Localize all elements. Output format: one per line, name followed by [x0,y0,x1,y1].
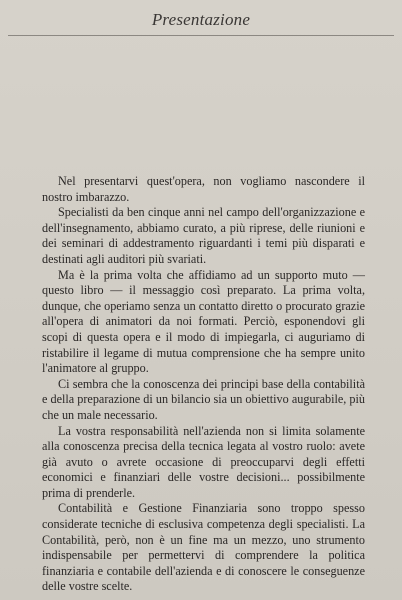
page-title: Presentazione [151,10,251,29]
text-body [42,174,365,595]
paragraph: Ci sembra che la conoscenza dei principi base della contabilità e della preparazione di un bilancio sia un obiettivo augurabile, più che un male necessario. [42,376,365,422]
paragraph: Specialisti da ben cinque anni nel campo dell'organizzazione e dell'insegnamento, abbiamo curato, a più riprese, delle riunioni e dei seminari di addestramento riguardanti i temi più disparati e destinati agli auditori più svariati. [42,205,365,266]
paragraph: Contabilità e Gestione Finanziaria sono troppo spesso considerate tecniche di esclusiva competenza degli specialisti. La Contabilità, però, non è un fine ma un mezzo, uno strumento indispensabile per permettervi di comprendere la politica finanziaria e contabile dell'azienda e di conoscere le conseguenze delle vostre scelte. [42,501,365,594]
paragraph: La vostra responsabilità nell'azienda non si limita solamente alla conoscenza precisa della tecnica legata al vostro ruolo: avete già avuto o avrete occasione di preoccuparvi degli effetti economici e finanziari delle vostre decisioni... possibilmente prima di prenderle. [42,423,365,500]
paragraph: Nel presentarvi quest'opera, non vogliamo nascondere il nostro imbarazzo. [42,174,365,204]
header-rule [8,35,394,36]
paragraph: Ma è la prima volta che affidiamo ad un supporto muto — questo libro — il messaggio così preparato. La prima volta, dunque, che operiamo senza un contatto diretto o procurato grazie all'opera di animatori da noi formati. Perciò, esponendovi gli scopi di questa opera e il modo di impiegarla, ci auguriamo di ristabilire il legame di mutua comprensione che ha sempre unito l'animatore al gruppo. [42,267,365,376]
